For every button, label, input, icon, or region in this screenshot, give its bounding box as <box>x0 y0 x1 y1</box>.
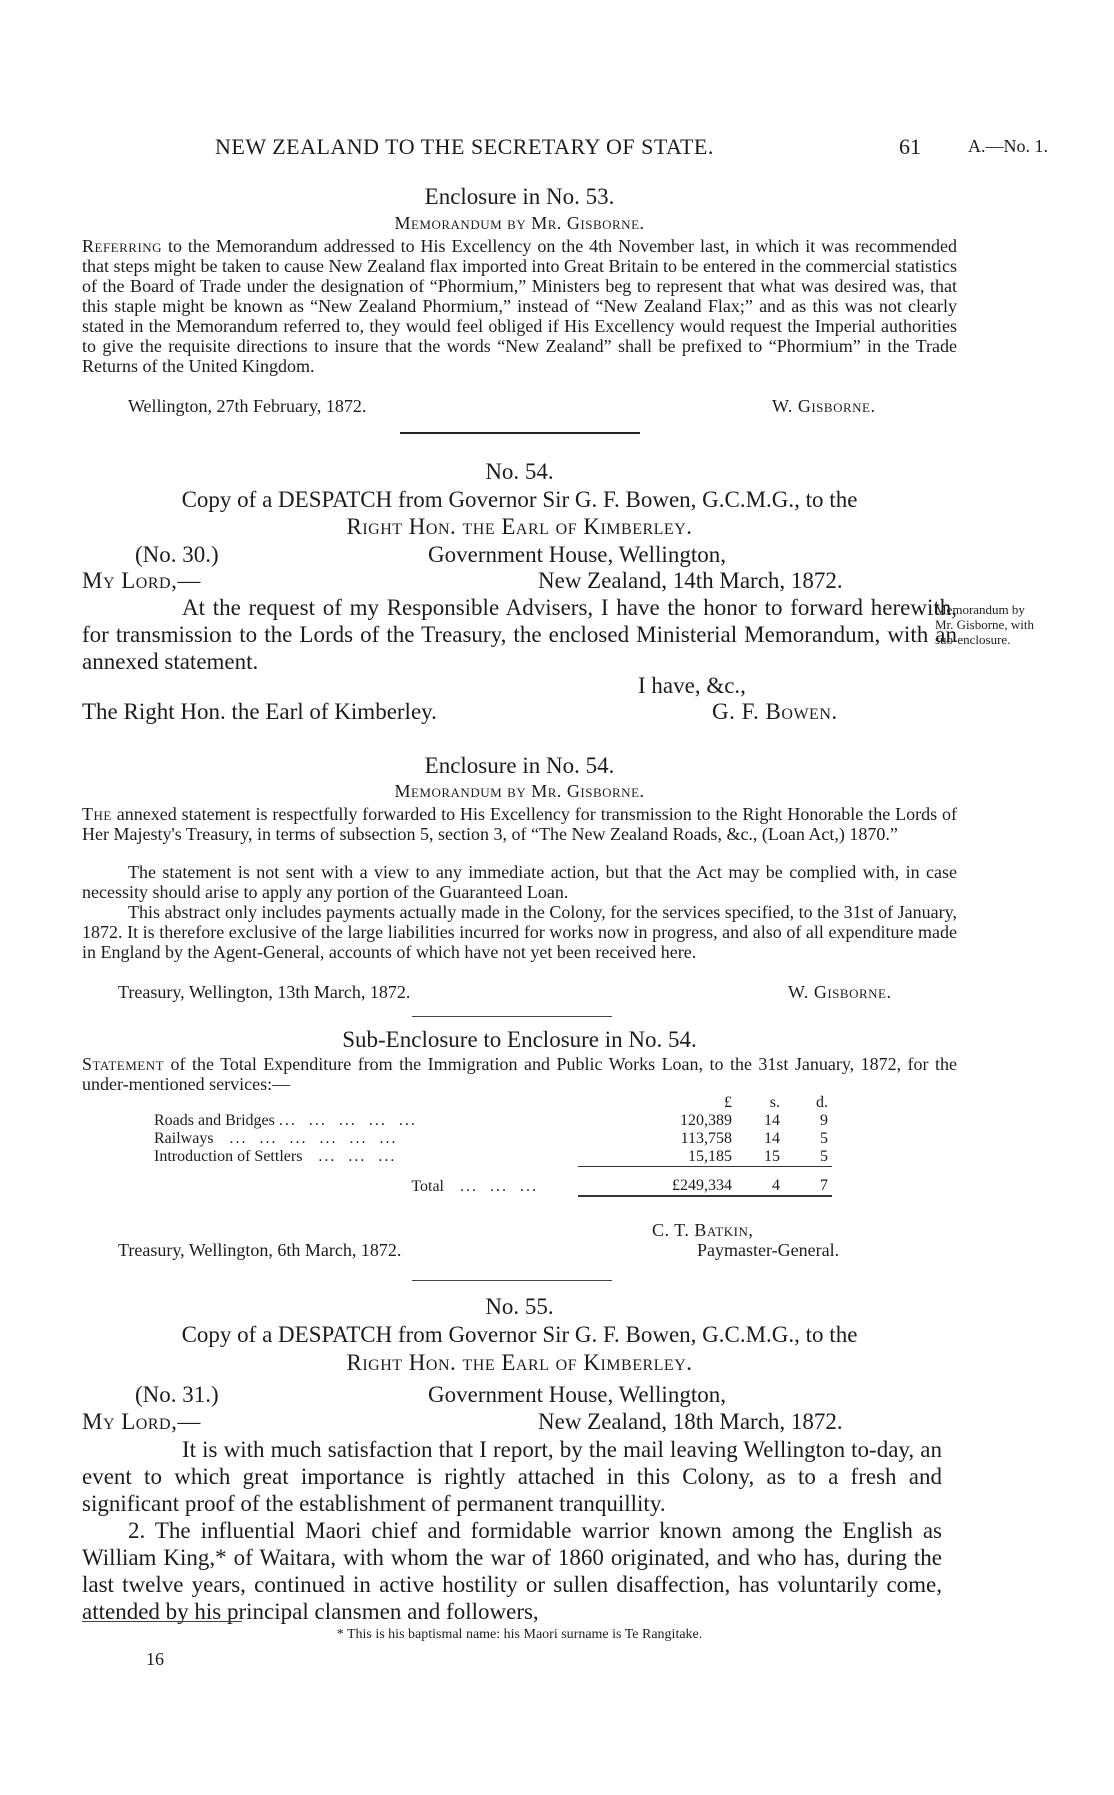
footnote: * This is his baptismal name: his Maori surname is Te Rangitake. <box>336 1627 703 1642</box>
enclosure-54-para1 <box>82 804 957 844</box>
total-pounds: £249,334 <box>578 1177 736 1196</box>
despatch-55-number: No. 55. <box>485 1294 554 1319</box>
despatch-55-para2: 2. The influential Maori chief and formidable warrior known among the English as William King,* of Waitara, with whom the war of 1860 originated, and who has, during the last twelve years, continued in active hostility or sullen disaffection, has voluntarily come, attended by his principal clansmen and followers, <box>82 1518 942 1624</box>
despatch-54-title-line2: Right Hon. the Earl of Kimberley. <box>346 514 693 539</box>
enclosure-54-signature: W. Gisborne. <box>788 982 892 1002</box>
sub-enclosure-place-date: Treasury, Wellington, 6th March, 1872. <box>118 1240 402 1260</box>
despatch-55-address-line2: New Zealand, 18th March, 1872. <box>538 1409 843 1434</box>
header-pence: d. <box>816 1094 828 1111</box>
service-name: Railways <box>154 1130 214 1147</box>
despatch-54-reference: (No. 30.) <box>135 542 219 567</box>
total-label: Total <box>411 1177 444 1195</box>
section-divider <box>412 1280 612 1281</box>
running-header-title: NEW ZEALAND TO THE SECRETARY OF STATE. <box>215 134 714 159</box>
footnote-rule <box>82 1621 242 1622</box>
signature-mark: 16 <box>146 1649 164 1669</box>
enclosure-54-heading: Enclosure in No. 54. <box>424 753 615 778</box>
amount-pence: 9 <box>820 1112 828 1129</box>
expenditure-table <box>150 1094 950 1197</box>
despatch-54-address-line2: New Zealand, 14th March, 1872. <box>538 568 843 593</box>
service-name: Roads and Bridges <box>154 1112 275 1129</box>
enclosure-53-place-date: Wellington, 27th February, 1872. <box>128 396 367 416</box>
amount-pounds: 113,758 <box>680 1130 732 1147</box>
enclosure-54-memo-title: Memorandum by Mr. Gisborne. <box>394 781 645 801</box>
amount-pounds: 15,185 <box>578 1148 736 1167</box>
enclosure-53-memo-title: Memorandum by Mr. Gisborne. <box>394 213 645 233</box>
enclosure-53-lead-word: Referring <box>82 236 163 256</box>
expenditure-statement <box>150 1094 950 1197</box>
despatch-55-reference: (No. 31.) <box>135 1382 219 1407</box>
amount-pounds: 120,389 <box>680 1112 732 1129</box>
amount-shillings: 15 <box>736 1148 784 1167</box>
despatch-55-salutation: My Lord,— <box>82 1409 201 1434</box>
despatch-54-title-line1: Copy of a DESPATCH from Governor Sir G. F. Bowen, G.C.M.G., to the <box>181 487 858 512</box>
despatch-54-salutation: My Lord,— <box>82 568 201 593</box>
amount-shillings: 14 <box>764 1130 780 1147</box>
total-row: Total ... ... ... £249,334 4 7 <box>150 1177 950 1196</box>
paper-reference: A.—No. 1. <box>968 136 1048 156</box>
enclosure-54-para1-text: annexed statement is respectfully forwarded to His Excellency for transmission to the Right Honorable the Lords of Her Majesty's Treasury, in terms of subsection 5, section 3, of “The New Zealand Roads, &c., (Loan Act,) 1870.” <box>82 804 957 844</box>
currency-header-row <box>150 1094 950 1112</box>
amount-shillings: 14 <box>764 1112 780 1129</box>
despatch-55-para1: It is with much satisfaction that I report, by the mail leaving Wellington to-day, an event to which great importance is rightly attached in this Colony, as to a fresh and significant proof of the establishment of permanent tranquillity. <box>82 1437 942 1516</box>
despatch-55-address-line1: Government House, Wellington, <box>428 1382 726 1407</box>
service-name: Introduction of Settlers <box>154 1148 303 1166</box>
header-pounds: £ <box>724 1094 732 1111</box>
table-row: Railways ... ... ... ... ... ... 113,758 14 5 <box>150 1130 950 1148</box>
enclosure-54-para2: The statement is not sent with a view to any immediate action, but that the Act may be complied with, in case necessity should arise to apply any portion of the Guaranteed Loan. <box>82 862 957 902</box>
total-shillings: 4 <box>736 1177 784 1196</box>
despatch-54-closing: I have, &c., <box>638 673 746 698</box>
despatch-55-title-line1: Copy of a DESPATCH from Governor Sir G. F. Bowen, G.C.M.G., to the <box>181 1322 858 1347</box>
enclosure-53-body <box>82 236 957 376</box>
section-divider <box>412 1016 612 1017</box>
sub-enclosure-intro-text: of the Total Expenditure from the Immigration and Public Works Loan, to the 31st January, 1872, for the under-mentioned services:— <box>82 1054 957 1094</box>
sub-enclosure-signature: C. T. Batkin, <box>652 1220 754 1240</box>
amount-pence: 5 <box>820 1130 828 1147</box>
sub-enclosure-heading: Sub-Enclosure to Enclosure in No. 54. <box>342 1027 697 1052</box>
table-row: Introduction of Settlers ... ... ... 15,185 15 5 <box>150 1148 950 1167</box>
despatch-54-address-line1: Government House, Wellington, <box>428 542 726 567</box>
enclosure-54-para3: This abstract only includes payments actually made in the Colony, for the services specified, to the 31st of January, 1872. It is therefore exclusive of the large liabilities incurred for works now in progress, and also of all expenditure made in England by the Agent-General, accounts of which have not yet been received here. <box>82 902 957 962</box>
enclosure-53-heading: Enclosure in No. 53. <box>424 184 615 209</box>
sub-enclosure-lead-word: Statement <box>82 1054 165 1074</box>
enclosure-54-lead-word: The <box>82 804 112 824</box>
sub-enclosure-signature-title: Paymaster-General. <box>697 1240 840 1260</box>
despatch-55-title-line2: Right Hon. the Earl of Kimberley. <box>346 1350 693 1375</box>
despatch-54-body: At the request of my Responsible Advisers, I have the honor to forward herewith, for transmission to the Lords of the Treasury, the enclosed Ministerial Memorandum, with an annexed statement. <box>82 595 957 674</box>
sub-enclosure-intro <box>82 1054 957 1094</box>
despatch-54-number: No. 54. <box>485 459 554 484</box>
header-shillings: s. <box>769 1094 780 1111</box>
total-pence: 7 <box>784 1177 832 1196</box>
table-row: Roads and Bridges ... ... ... ... ... 120,389 14 9 <box>150 1112 950 1130</box>
despatch-54-signature: G. F. Bowen. <box>712 699 838 724</box>
despatch-54-margin-note: Memorandum by Mr. Gisborne, with sub-enclosure. <box>935 602 1034 647</box>
enclosure-54-place-date: Treasury, Wellington, 13th March, 1872. <box>118 982 411 1002</box>
page-number: 61 <box>899 134 921 159</box>
amount-pence: 5 <box>784 1148 832 1167</box>
despatch-54-addressee: The Right Hon. the Earl of Kimberley. <box>82 699 437 724</box>
enclosure-53-signature: W. Gisborne. <box>772 396 876 416</box>
enclosure-53-body-text: to the Memorandum addressed to His Excellency on the 4th November last, in which it was recommended that steps might be taken to cause New Zealand flax imported into Great Britain to be entered in the commercial statistics of the Board of Trade under the designation of “Phormium,” Ministers beg to represent that what was desired was, that this staple might be known as “New Zealand Phormium,” instead of “New Zealand Flax;” and as this was not clearly stated in the Memorandum referred to, they would feel obliged if His Excellency would request the Imperial authorities to give the requisite directions to insure that the words “New Zealand” shall be prefixed to “Phormium” in the Trade Returns of the United Kingdom. <box>82 236 957 376</box>
section-divider <box>400 432 640 434</box>
